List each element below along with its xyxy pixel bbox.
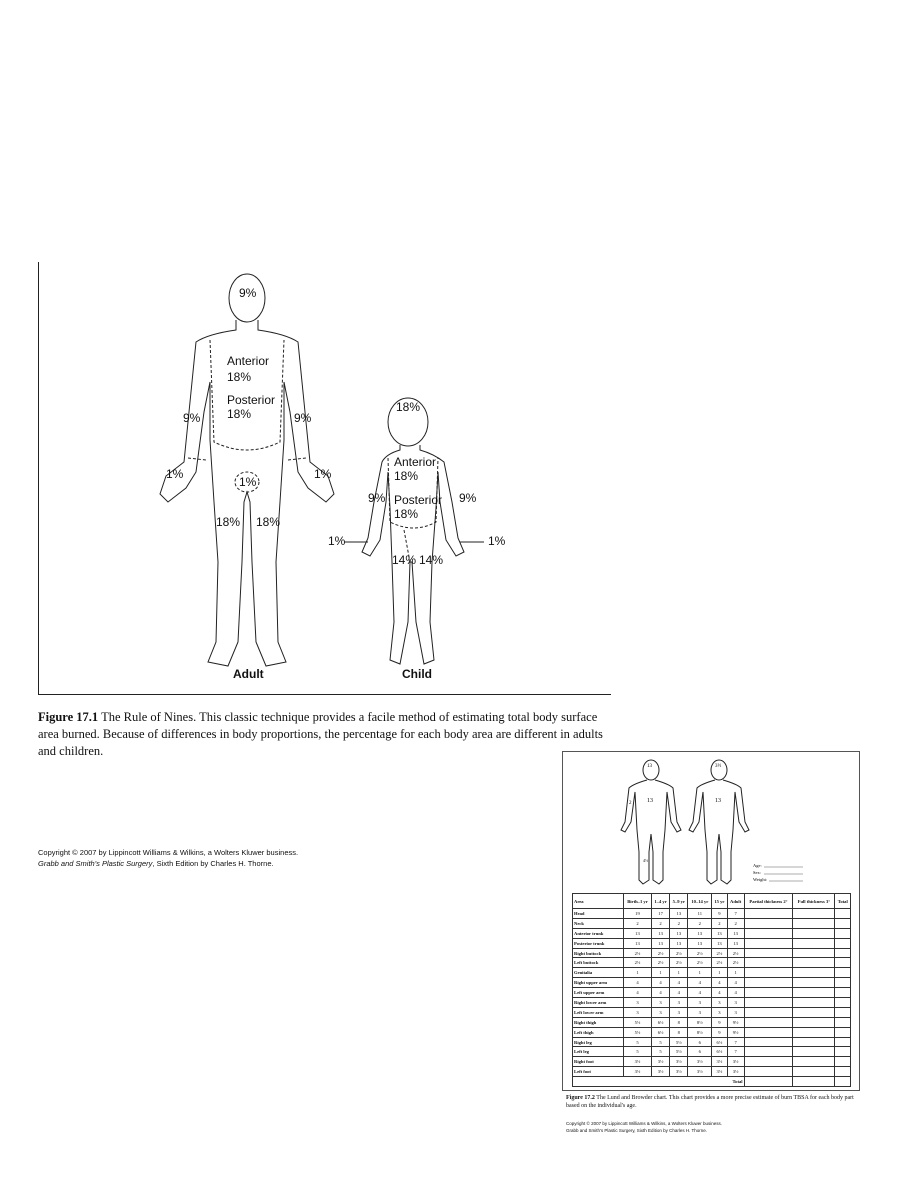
lund-sex-field: Sex: <box>753 870 762 875</box>
table-cell: 9½ <box>727 1017 744 1027</box>
table-cell-blank[interactable] <box>793 948 835 958</box>
table-cell-blank[interactable] <box>793 1007 835 1017</box>
table-cell: 5 <box>624 1037 652 1047</box>
table-row <box>573 988 851 998</box>
table-cell: Right lower arm <box>573 998 624 1008</box>
table-cell: 19 <box>624 909 652 919</box>
table-cell: 13 <box>670 928 688 938</box>
copyright-1-line2 <box>38 858 438 869</box>
adult-head-label: 9% <box>239 286 257 300</box>
table-cell: 13 <box>688 928 712 938</box>
table-cell: 9 <box>712 1017 728 1027</box>
table-row <box>573 978 851 988</box>
table-cell: Left leg <box>573 1047 624 1057</box>
table-cell: 2½ <box>688 958 712 968</box>
table-cell: 4 <box>727 978 744 988</box>
table-cell-blank[interactable] <box>835 1067 851 1077</box>
table-cell: 3½ <box>624 1057 652 1067</box>
table-cell-blank[interactable] <box>793 988 835 998</box>
copyright-1-book-title: Grabb and Smith's Plastic Surgery <box>38 859 153 868</box>
table-cell: 1 <box>670 968 688 978</box>
table-cell: 3½ <box>651 1057 669 1067</box>
table-cell-blank[interactable] <box>793 978 835 988</box>
table-cell: 3½ <box>727 1067 744 1077</box>
table-cell: 3 <box>727 998 744 1008</box>
table-cell: 2½ <box>624 958 652 968</box>
table-cell: 2½ <box>727 958 744 968</box>
table-cell: 3½ <box>688 1057 712 1067</box>
table-cell: 3 <box>670 1007 688 1017</box>
table-cell: 3½ <box>670 1057 688 1067</box>
table-cell: 4 <box>624 978 652 988</box>
adult-caption: Adult <box>233 667 264 681</box>
table-cell-blank[interactable] <box>835 909 851 919</box>
table-cell: 2 <box>688 918 712 928</box>
table-cell: 2 <box>651 918 669 928</box>
table-cell: 3½ <box>727 1057 744 1067</box>
lund-browder-back-figure <box>689 760 749 884</box>
table-cell: 6½ <box>651 1017 669 1027</box>
table-cell: 3 <box>727 1007 744 1017</box>
table-cell: 2½ <box>712 948 728 958</box>
table-cell-blank[interactable] <box>793 968 835 978</box>
table-cell-blank[interactable] <box>835 918 851 928</box>
table-header-cell: 1–4 yr <box>651 894 669 909</box>
table-cell: 8 <box>670 1027 688 1037</box>
table-cell: 13 <box>727 928 744 938</box>
table-cell-blank[interactable] <box>744 958 793 968</box>
table-cell: Right buttock <box>573 948 624 958</box>
table-cell: Right upper arm <box>573 978 624 988</box>
table-cell-blank[interactable] <box>835 938 851 948</box>
table-cell-blank[interactable] <box>744 928 793 938</box>
table-cell-blank[interactable] <box>793 1057 835 1067</box>
table-cell: 3½ <box>712 1067 728 1077</box>
copyright-2-line2: Grabb and Smith's Plastic Surgery, Sixth Edition by Charles H. Thorne. <box>566 1128 708 1133</box>
child-caption: Child <box>402 667 432 681</box>
table-cell: 13 <box>712 938 728 948</box>
table-cell-blank[interactable] <box>744 909 793 919</box>
table-cell: 8½ <box>688 1017 712 1027</box>
table-cell: 2½ <box>651 948 669 958</box>
table-cell: 2 <box>712 918 728 928</box>
table-header-cell: Area <box>573 894 624 909</box>
table-cell: Left thigh <box>573 1027 624 1037</box>
table-cell: 2½ <box>651 958 669 968</box>
adult-right-arm-label: 9% <box>294 411 312 425</box>
table-cell: 4 <box>624 988 652 998</box>
table-cell: Left foot <box>573 1067 624 1077</box>
table-header-cell: Full thickness 3° <box>793 894 835 909</box>
table-row <box>573 928 851 938</box>
table-cell: 13 <box>688 938 712 948</box>
rule-of-nines-diagram <box>38 262 610 694</box>
table-cell: 3 <box>651 1007 669 1017</box>
table-cell: 2½ <box>624 948 652 958</box>
table-cell: 2½ <box>688 948 712 958</box>
table-cell-blank[interactable] <box>744 1047 793 1057</box>
table-cell: 17 <box>651 909 669 919</box>
lund-legs-label: 4½ <box>643 858 648 863</box>
table-cell: 2 <box>624 918 652 928</box>
lund-browder-diagram <box>563 752 859 892</box>
child-left-leg-label: 14% <box>392 553 417 567</box>
child-anterior-pct-label: 18% <box>394 469 419 483</box>
adult-anterior-label: Anterior <box>227 354 270 368</box>
table-cell: 3 <box>712 998 728 1008</box>
table-cell: 1 <box>651 968 669 978</box>
table-cell: 5½ <box>624 1027 652 1037</box>
table-cell: 3 <box>651 998 669 1008</box>
table-cell: 4 <box>712 988 728 998</box>
child-right-arm-label: 9% <box>459 491 477 505</box>
adult-left-arm-label: 9% <box>183 411 201 425</box>
table-cell: 2½ <box>712 958 728 968</box>
lund-weight-field: Weight: <box>753 877 768 882</box>
table-cell-blank[interactable] <box>835 958 851 968</box>
table-row <box>573 918 851 928</box>
table-cell-blank[interactable] <box>744 968 793 978</box>
table-cell: 3½ <box>712 1057 728 1067</box>
lund-chest-label: 13 <box>647 798 653 804</box>
table-cell-blank[interactable] <box>793 1067 835 1077</box>
table-row <box>573 1057 851 1067</box>
adult-left-leg-label: 18% <box>216 515 241 529</box>
copyright-1-line1: Copyright © 2007 by Lippincott Williams & Wilkins, a Wolters Kluwer business. <box>38 848 299 857</box>
table-header-cell: Partial thickness 2° <box>744 894 793 909</box>
table-cell: Head <box>573 909 624 919</box>
table-cell-blank[interactable] <box>835 1037 851 1047</box>
table-cell: 3 <box>624 998 652 1008</box>
table-header-cell: 15 yr <box>712 894 728 909</box>
child-right-leg-label: 14% <box>419 553 444 567</box>
table-cell-blank[interactable] <box>793 1027 835 1037</box>
table-cell-blank[interactable] <box>835 998 851 1008</box>
table-cell-blank[interactable] <box>744 1017 793 1027</box>
table-cell: Right thigh <box>573 1017 624 1027</box>
child-posterior-pct-label: 18% <box>394 507 419 521</box>
table-cell: 6 <box>688 1047 712 1057</box>
lund-browder-table <box>572 893 851 1087</box>
table-cell-blank[interactable] <box>835 928 851 938</box>
table-cell: 2½ <box>727 948 744 958</box>
table-cell: 1 <box>688 968 712 978</box>
copyright-1-edition: , Sixth Edition by Charles H. Thorne. <box>152 859 274 868</box>
figure-2-caption-label: Figure 17.2 <box>566 1095 595 1101</box>
table-row <box>573 1007 851 1017</box>
table-cell: 3½ <box>670 1067 688 1077</box>
table-header-cell: Birth–1 yr <box>624 894 652 909</box>
child-body-outline <box>344 398 484 664</box>
copyright-notice-2 <box>566 1120 856 1134</box>
table-cell-blank[interactable] <box>744 988 793 998</box>
table-cell: 13 <box>670 909 688 919</box>
adult-left-hand-label: 1% <box>166 467 184 481</box>
table-cell: 11 <box>688 909 712 919</box>
table-cell: 4 <box>670 988 688 998</box>
table-cell-blank[interactable] <box>835 978 851 988</box>
table-cell: 5½ <box>670 1037 688 1047</box>
table-cell-blank[interactable] <box>793 928 835 938</box>
table-cell: 4 <box>712 978 728 988</box>
adult-right-hand-label: 1% <box>314 467 332 481</box>
table-cell: 7 <box>727 909 744 919</box>
adult-body-outline <box>160 274 334 666</box>
table-cell: 6½ <box>712 1047 728 1057</box>
table-row <box>573 1047 851 1057</box>
table-cell: 4 <box>651 988 669 998</box>
table-row <box>573 909 851 919</box>
lund-age-field: Age: <box>753 863 762 868</box>
adult-right-leg-label: 18% <box>256 515 281 529</box>
table-cell-blank[interactable] <box>835 948 851 958</box>
table-cell: 5½ <box>670 1047 688 1057</box>
table-cell: 3½ <box>688 1067 712 1077</box>
copyright-notice-1 <box>38 847 438 869</box>
lund-browder-chart <box>562 751 860 1091</box>
table-cell: 6 <box>688 1037 712 1047</box>
table-cell-blank[interactable] <box>835 988 851 998</box>
table-cell-blank[interactable] <box>793 998 835 1008</box>
table-cell: 4 <box>688 988 712 998</box>
table-cell: 13 <box>651 928 669 938</box>
table-cell-blank[interactable] <box>793 938 835 948</box>
table-cell: 3 <box>688 1007 712 1017</box>
table-cell-blank[interactable] <box>744 1027 793 1037</box>
table-cell: 8 <box>670 1017 688 1027</box>
table-cell: Neck <box>573 918 624 928</box>
table-row <box>573 938 851 948</box>
table-cell-blank[interactable] <box>744 1037 793 1047</box>
table-cell-blank[interactable] <box>744 948 793 958</box>
table-cell: 13 <box>651 938 669 948</box>
table-cell-blank[interactable] <box>793 1077 835 1087</box>
lund-arm-label: 2 <box>629 801 632 806</box>
table-cell: Posterior trunk <box>573 938 624 948</box>
lund-table-header-row <box>573 894 851 909</box>
table-cell-blank[interactable] <box>744 1007 793 1017</box>
table-cell: 8½ <box>688 1027 712 1037</box>
table-cell: 4 <box>670 978 688 988</box>
table-cell: 5 <box>624 1047 652 1057</box>
table-cell-blank[interactable] <box>744 1077 793 1087</box>
adult-posterior-pct-label: 18% <box>227 407 252 421</box>
table-cell-blank[interactable] <box>835 968 851 978</box>
table-cell: 9½ <box>727 1027 744 1037</box>
table-cell: 3 <box>670 998 688 1008</box>
table-cell: 2½ <box>670 948 688 958</box>
lund-table-body <box>573 909 851 1087</box>
table-cell: Left lower arm <box>573 1007 624 1017</box>
table-cell: 4 <box>727 988 744 998</box>
table-cell: Anterior trunk <box>573 928 624 938</box>
table-cell: 5 <box>651 1037 669 1047</box>
table-cell-blank[interactable] <box>744 1057 793 1067</box>
adult-posterior-label: Posterior <box>227 393 276 407</box>
table-cell: 2 <box>670 918 688 928</box>
table-cell: 5 <box>651 1047 669 1057</box>
table-cell: 13 <box>670 938 688 948</box>
figure-1-caption <box>38 709 613 760</box>
table-cell: Left buttock <box>573 958 624 968</box>
table-cell: 3 <box>624 1007 652 1017</box>
table-cell: Right leg <box>573 1037 624 1047</box>
table-cell: 6½ <box>712 1037 728 1047</box>
table-cell: Genitalia <box>573 968 624 978</box>
table-row <box>573 948 851 958</box>
table-cell: 6½ <box>651 1027 669 1037</box>
figure-1-caption-label: Figure 17.1 <box>38 710 99 724</box>
table-cell-blank[interactable] <box>744 1067 793 1077</box>
table-cell: 1 <box>624 968 652 978</box>
table-cell-blank[interactable] <box>835 1077 851 1087</box>
table-cell: 3 <box>688 998 712 1008</box>
figure-1-caption-text: The Rule of Nines. This classic technique provides a facile method of estimating total body surface area burned. Because of differences in body proportions, the percentage for each body area are different in adults and children. <box>38 710 603 758</box>
child-right-hand-label: 1% <box>488 534 506 548</box>
lund-browder-front-figure <box>621 760 681 884</box>
table-row <box>573 1027 851 1037</box>
table-cell: 13 <box>712 928 728 938</box>
table-cell: Left upper arm <box>573 988 624 998</box>
table-cell: 13 <box>624 938 652 948</box>
adult-genitals-label: 1% <box>239 475 257 489</box>
adult-anterior-pct-label: 18% <box>227 370 252 384</box>
table-row <box>573 998 851 1008</box>
table-row <box>573 968 851 978</box>
table-cell-blank[interactable] <box>744 978 793 988</box>
table-cell: 7 <box>727 1037 744 1047</box>
table-cell: 5½ <box>624 1017 652 1027</box>
table-cell-blank[interactable] <box>793 1037 835 1047</box>
table-row <box>573 1067 851 1077</box>
child-head-label: 18% <box>396 400 421 414</box>
table-cell: 2 <box>727 918 744 928</box>
table-total-row <box>573 1077 851 1087</box>
child-posterior-label: Posterior <box>394 493 443 507</box>
table-cell: 3 <box>712 1007 728 1017</box>
table-cell: 2½ <box>670 958 688 968</box>
table-cell: 9 <box>712 909 728 919</box>
table-header-cell: 5–9 yr <box>670 894 688 909</box>
table-cell-blank[interactable] <box>835 1007 851 1017</box>
table-cell: 4 <box>688 978 712 988</box>
child-left-hand-label: 1% <box>328 534 346 548</box>
table-header-cell: 10–14 yr <box>688 894 712 909</box>
table-cell-blank[interactable] <box>835 1047 851 1057</box>
table-cell-blank[interactable] <box>835 1027 851 1037</box>
table-row <box>573 1037 851 1047</box>
table-cell: 13 <box>624 928 652 938</box>
child-left-arm-label: 9% <box>368 491 386 505</box>
table-cell-blank[interactable] <box>744 938 793 948</box>
table-cell-blank[interactable] <box>793 909 835 919</box>
figure-2-caption-text: The Lund and Browder chart. This chart provides a more precise estimate of burn TBSA for each body part based on the individual's age. <box>566 1095 854 1109</box>
table-cell-blank[interactable] <box>793 1017 835 1027</box>
figure-2-caption <box>566 1094 856 1110</box>
table-cell-blank[interactable] <box>835 1057 851 1067</box>
table-cell: 13 <box>727 938 744 948</box>
lund-back-label: 13 <box>715 798 721 804</box>
table-cell: 3½ <box>624 1067 652 1077</box>
copyright-2-line1: Copyright © 2007 by Lippincott Williams & Wilkins, a Wolters Kluwer business. <box>566 1121 723 1126</box>
table-row <box>573 1017 851 1027</box>
table-cell: 9 <box>712 1027 728 1037</box>
table-cell: 1 <box>712 968 728 978</box>
table-cell-blank[interactable] <box>835 1017 851 1027</box>
child-anterior-label: Anterior <box>394 455 437 469</box>
table-cell: 4 <box>651 978 669 988</box>
table-cell-blank[interactable] <box>793 958 835 968</box>
table-cell-blank[interactable] <box>793 918 835 928</box>
lund-head-back-label: 3½ <box>715 764 722 769</box>
table-cell: 1 <box>727 968 744 978</box>
table-header-cell: Adult <box>727 894 744 909</box>
table-cell-blank[interactable] <box>793 1047 835 1057</box>
table-cell-blank[interactable] <box>744 918 793 928</box>
table-row <box>573 958 851 968</box>
table-cell: Right foot <box>573 1057 624 1067</box>
lund-head-front-label: 13 <box>647 764 652 769</box>
table-cell: 7 <box>727 1047 744 1057</box>
table-header-cell: Total <box>835 894 851 909</box>
table-cell-blank[interactable] <box>744 998 793 1008</box>
table-cell: 3½ <box>651 1067 669 1077</box>
total-label: Total <box>573 1077 745 1087</box>
